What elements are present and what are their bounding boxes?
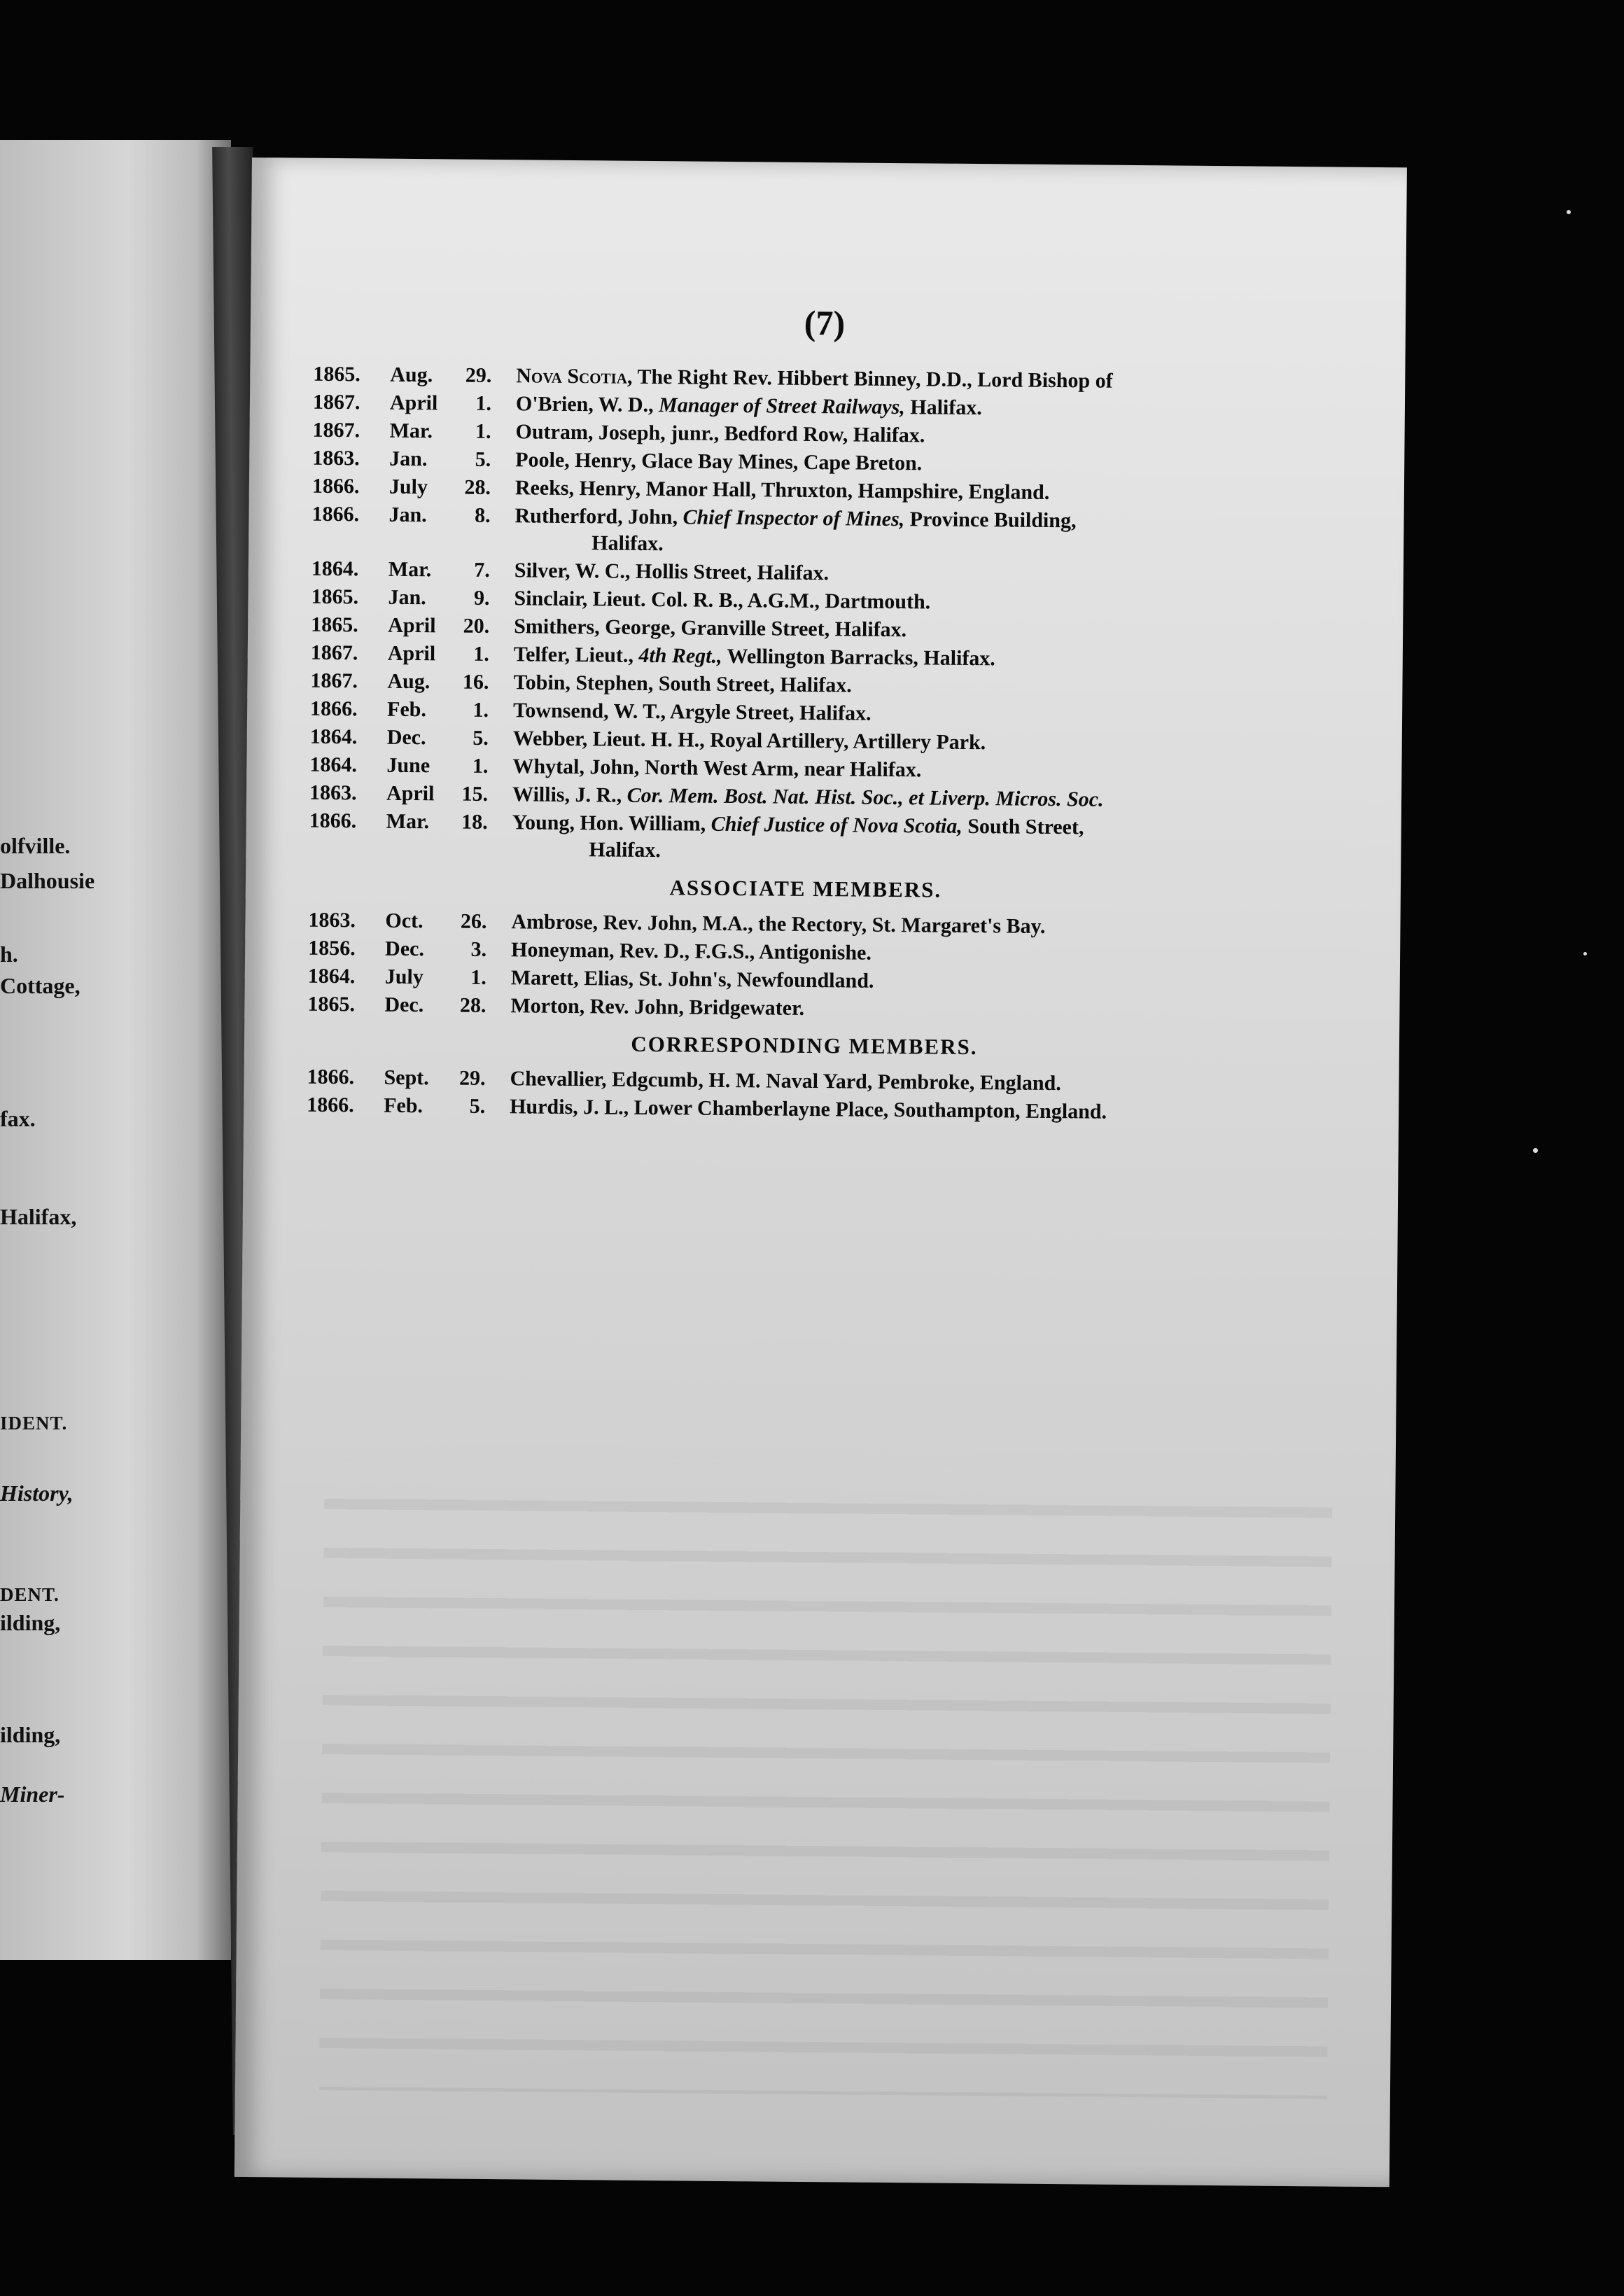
entry-day: 29. <box>458 1066 486 1090</box>
entry-year: 1863. <box>312 446 360 470</box>
entry-text-part: South Street, <box>962 814 1084 839</box>
associate-members-heading: ASSOCIATE MEMBERS. <box>669 875 942 902</box>
entry-month: Dec. <box>384 993 424 1017</box>
entry-month: Dec. <box>386 725 426 750</box>
left-page-fragment: DENT. <box>0 1584 59 1605</box>
page-content <box>234 158 1407 2187</box>
entry-day: 15. <box>461 782 489 806</box>
entry-day: 5. <box>475 447 491 471</box>
entry-day: 8. <box>474 503 491 527</box>
left-page-fragment: IDENT. <box>0 1413 68 1434</box>
entry-month: Mar. <box>388 557 432 582</box>
entry-month: Jan. <box>389 447 428 471</box>
entry-text-part: Morton, Rev. John, Bridgewater. <box>510 994 805 1020</box>
entry-day: 1. <box>472 698 489 722</box>
entry-day: 20. <box>463 614 490 638</box>
left-page-fragment: fax. <box>0 1106 36 1131</box>
entry-month: Dec. <box>385 937 425 961</box>
entry-text-part: Webber, Lieut. H. H., Royal Artillery, Artillery Park. <box>512 727 986 755</box>
entry-month: June <box>386 753 430 778</box>
entry-text-part: Honeyman, Rev. D., F.G.S., Antigonishe. <box>510 938 872 965</box>
entry-text-part: Outram, Joseph, junr., Bedford Row, Halifax. <box>515 420 925 447</box>
entry-text-part: Province Building, <box>904 507 1077 533</box>
scan-speck <box>1567 210 1571 214</box>
left-page-fragment: History, <box>0 1480 74 1506</box>
left-page-fragment: ilding, <box>0 1722 61 1747</box>
corresponding-members <box>307 1064 1399 1128</box>
entry-month: Jan. <box>388 503 427 527</box>
entry-day: 28. <box>459 993 486 1017</box>
member-entry <box>309 808 1401 871</box>
entry-year: 1863. <box>308 908 356 932</box>
entry-year: 1867. <box>310 668 358 693</box>
member-list <box>307 361 1405 1130</box>
entry-text-part: , The Right Rev. Hibbert Binney, D.D., Lord Bishop of <box>626 365 1113 393</box>
entry-day: 9. <box>473 586 490 610</box>
entry-year: 1856. <box>308 936 356 960</box>
left-page-fragment: ilding, <box>0 1610 61 1635</box>
entry-text-part: Marett, Elias, St. John's, Newfoundland. <box>510 966 874 993</box>
entry-year: 1865. <box>311 612 358 637</box>
entry-day: 1. <box>473 642 489 666</box>
entry-day: 29. <box>465 363 492 387</box>
entry-text-part: Rutherford, John, <box>514 504 683 529</box>
entry-text-part: 4th Regt., <box>638 643 722 668</box>
entry-year: 1867. <box>310 640 358 665</box>
entry-year: 1863. <box>309 780 357 805</box>
entry-year: 1866. <box>312 502 360 526</box>
entry-day: 5. <box>469 1094 486 1118</box>
entry-year: 1864. <box>311 556 359 581</box>
entry-day: 1. <box>475 419 491 443</box>
scan-speck <box>1583 952 1587 955</box>
left-page-fragment: olfville. <box>0 833 71 858</box>
entry-text-part: Hurdis, J. L., Lower Chamberlayne Place, Southampton, England. <box>510 1095 1107 1124</box>
entry-text-part: Smithers, George, Granville Street, Halifax. <box>514 615 907 642</box>
corresponding-members-heading: CORRESPONDING MEMBERS. <box>631 1031 978 1060</box>
entry-text-part: Chevallier, Edgcumb, H. M. Naval Yard, Pembroke, England. <box>510 1067 1061 1096</box>
entry-month: Jan. <box>388 585 426 610</box>
entry-text-part: Young, Hon. William, <box>512 811 711 836</box>
entry-year: 1866. <box>307 1065 355 1089</box>
entry-text-part: Willis, J. R., <box>512 783 627 807</box>
entry-month: July <box>384 965 424 989</box>
entry-year: 1864. <box>309 724 358 749</box>
entry-year: 1866. <box>309 808 357 833</box>
entry-year: 1865. <box>311 584 359 609</box>
entry-month: Sept. <box>384 1065 429 1090</box>
entry-day: 3. <box>470 937 487 961</box>
entry-text-part: Poole, Henry, Glace Bay Mines, Cape Breton. <box>515 448 923 475</box>
associate-members <box>307 907 1400 1028</box>
entry-month: Feb. <box>384 1093 424 1118</box>
entry-year: 1866. <box>307 1093 354 1117</box>
entry-text-part: O'Brien, W. D., <box>515 392 659 417</box>
entry-text-part: Halifax. <box>904 396 982 420</box>
entry-text-part: Nova Scotia <box>516 364 628 388</box>
entry-day: 5. <box>472 726 489 750</box>
ordinary-members <box>309 361 1405 871</box>
entry-year: 1867. <box>312 418 360 442</box>
entry-text-part: Reeks, Henry, Manor Hall, Thruxton, Hampshire, England. <box>514 476 1050 504</box>
entry-continuation: Halifax. <box>592 531 664 556</box>
scan-speck <box>1533 1148 1538 1153</box>
entry-month: April <box>386 781 435 806</box>
entry-year: 1867. <box>312 390 360 414</box>
entry-month: April <box>388 613 436 638</box>
entry-day: 26. <box>460 909 487 933</box>
entry-day: 1. <box>472 754 489 778</box>
entry-year: 1864. <box>309 752 358 777</box>
page-number: (7) <box>804 302 846 343</box>
entry-month: Mar. <box>386 809 430 834</box>
left-page-text-fragments <box>0 0 231 2296</box>
entry-text-part: Whytal, John, North West Arm, near Halifax. <box>512 755 922 782</box>
left-page-fragment: Halifax, <box>0 1204 77 1229</box>
entry-month: April <box>389 391 438 415</box>
entry-month: July <box>388 475 428 499</box>
entry-month: Mar. <box>389 419 433 443</box>
entry-text-part: Cor. Mem. Bost. Nat. Hist. Soc., et Liverp. Micros. Soc. <box>626 783 1104 811</box>
entry-text-part: Chief Inspector of Mines, <box>682 505 905 531</box>
entry-continuation: Halifax. <box>589 838 662 862</box>
entry-year: 1865. <box>307 992 356 1016</box>
right-page <box>234 158 1407 2187</box>
entry-year: 1864. <box>307 964 356 988</box>
left-page-fragment: h. <box>0 941 18 967</box>
left-page-fragment: Dalhousie <box>0 868 95 893</box>
entry-text-part: Manager of Street Railways, <box>658 393 905 419</box>
entry-day: 1. <box>470 965 486 989</box>
entry-day: 1. <box>475 391 492 415</box>
left-page-fragment: Cottage, <box>0 973 80 998</box>
entry-month: Feb. <box>386 697 427 722</box>
entry-month: Aug. <box>390 363 433 387</box>
entry-year: 1866. <box>312 474 360 498</box>
member-entry <box>312 501 1404 564</box>
entry-month: April <box>387 641 436 666</box>
entry-text-part: Silver, W. C., Hollis Street, Halifax. <box>514 559 830 585</box>
entry-text-part: Telfer, Lieut., <box>513 643 639 667</box>
entry-month: Oct. <box>385 909 424 933</box>
entry-text-part: Tobin, Stephen, South Street, Halifax. <box>513 671 853 697</box>
entry-year: 1865. <box>313 362 360 386</box>
entry-month: Aug. <box>387 669 430 694</box>
entry-year: 1866. <box>309 696 358 721</box>
entry-text-part: Wellington Barracks, Halifax. <box>722 644 996 671</box>
left-page-fragment: Miner- <box>0 1782 65 1807</box>
entry-day: 28. <box>464 475 491 499</box>
entry-text-part: Chief Justice of Nova Scotia, <box>710 812 962 838</box>
entry-text-part: Sinclair, Lieut. Col. R. B., A.G.M., Dartmouth. <box>514 587 931 614</box>
entry-day: 18. <box>461 810 488 834</box>
entry-day: 7. <box>474 558 491 582</box>
entry-day: 16. <box>462 670 489 694</box>
entry-text-part: Townsend, W. T., Argyle Street, Halifax. <box>512 699 872 725</box>
entry-text-part: Ambrose, Rev. John, M.A., the Rectory, St. Margaret's Bay. <box>511 910 1046 938</box>
